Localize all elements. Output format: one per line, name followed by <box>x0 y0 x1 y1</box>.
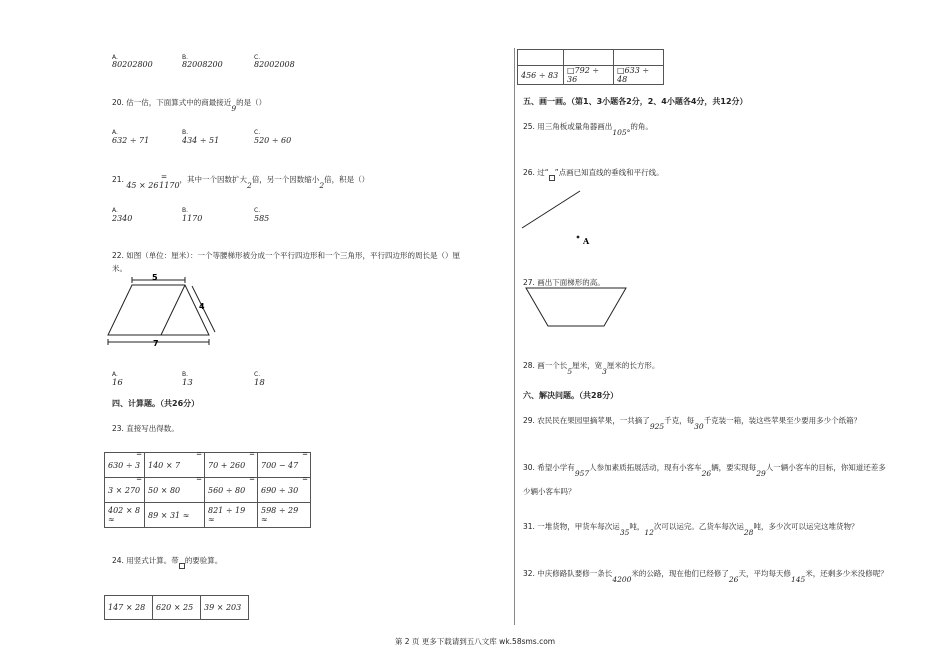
q23-cell <box>145 450 205 478</box>
cell-eq: = <box>249 450 255 458</box>
q30-t1: 30. 希望小学有 <box>523 463 575 472</box>
option-letter: A. <box>112 207 118 214</box>
q26-text <box>523 167 664 178</box>
q20-option-b <box>182 127 219 145</box>
page-footer: 第 2 页 更多下载请到五八文库 wk.58sms.com <box>394 637 556 646</box>
q21-text1: ，其中一个因数扩大 <box>179 175 248 184</box>
cell-expr: 3 × 270 <box>108 485 141 495</box>
q23-cell <box>205 475 258 503</box>
q26-text-after: ”点画已知直线的垂线和平行线。 <box>554 168 664 177</box>
q30-t4: 人一辆小客车的目标，你知道还差多 <box>765 463 886 472</box>
section4-title: 四、计算题。（共26分） <box>112 399 200 408</box>
cell-eq: = <box>249 475 255 483</box>
q29-n1: 925 <box>649 422 665 431</box>
option-value: 434 ÷ 51 <box>182 136 220 145</box>
option-letter: A. <box>112 371 118 378</box>
q22-option-b <box>182 369 193 388</box>
q28-n1: 5 <box>567 367 573 376</box>
trapezoid-figure <box>105 272 217 352</box>
q28-t3: 厘米的长方形。 <box>606 361 660 370</box>
q20-option-c <box>254 127 291 145</box>
option-value: 632 ÷ 71 <box>112 136 150 145</box>
q31-t3: 次可以运完。乙货车每次运 <box>653 522 744 531</box>
label-top: 5 <box>152 273 158 282</box>
q22-option-a <box>112 369 123 388</box>
q30-t3: 辆，要实现每 <box>711 463 757 472</box>
cell-expr: 700 − 47 <box>261 460 299 470</box>
cell-expr: 89 × 31 ≈ <box>148 510 190 520</box>
option-letter: B. <box>182 371 189 378</box>
cell-expr: 560 ÷ 80 <box>208 485 246 495</box>
cell-eq: = <box>302 475 308 483</box>
cell-eq: = <box>136 450 142 458</box>
cell-eq: = <box>136 475 142 483</box>
q29-text <box>523 415 862 431</box>
q31-t4: 吨，多少次可以运完这堆货物？ <box>753 522 859 531</box>
q20-text-after: 的是（） <box>236 98 267 107</box>
q21-n1: 2 <box>247 181 252 190</box>
cell-expr: 50 × 80 <box>148 485 181 495</box>
q23-cell <box>258 475 311 503</box>
q21-label: 21. <box>112 175 124 184</box>
q29-t3: 千克装一箱，装这些苹果至少要用多少个纸箱？ <box>703 416 862 425</box>
q21-option-c <box>254 205 269 223</box>
q24-cell: 620 × 25 <box>153 596 201 620</box>
q30-n3: 29 <box>756 469 766 478</box>
option-value: 13 <box>182 378 193 388</box>
q21-text <box>112 172 370 190</box>
option-value: 82002008 <box>254 60 295 69</box>
q24-table <box>104 595 249 620</box>
top-table-cell: □633 ÷ 48 <box>614 66 664 85</box>
q23-cell <box>105 503 145 528</box>
q23-cell <box>258 503 311 528</box>
q31-text <box>523 521 859 537</box>
label-bottom: 7 <box>153 339 159 348</box>
q19-option-c <box>254 52 295 69</box>
q29-n2: 30 <box>694 422 704 431</box>
q31-n1: 35 <box>619 528 630 537</box>
q30-n1: 957 <box>574 469 590 478</box>
q31-t1: 31. 一堆货物，甲货车每次运 <box>523 522 620 531</box>
q19-option-b <box>182 52 223 69</box>
option-letter: B. <box>182 129 189 136</box>
q24-text-before: 24. 用竖式计算。带 <box>112 556 179 565</box>
q21-result: 1170 <box>159 181 180 190</box>
option-value: 16 <box>112 378 123 388</box>
option-letter: C. <box>254 371 261 378</box>
top-table-cell: □792 ÷ 36 <box>564 66 614 85</box>
cell-expr: 598 ÷ 29 ≈ <box>261 506 299 524</box>
checkbox-icon <box>179 563 185 569</box>
q25-text-after: 的角。 <box>630 122 653 131</box>
given-line <box>522 191 580 228</box>
top-table-cell: 456 ÷ 83 <box>518 66 564 85</box>
q21-option-b <box>182 205 202 223</box>
trapezoid-shape <box>526 288 626 326</box>
cell-expr: 690 ÷ 30 <box>261 485 299 495</box>
q23-cell <box>145 503 205 528</box>
option-value: 585 <box>254 214 270 223</box>
q19-option-a <box>112 52 153 69</box>
point-a-label: A <box>583 236 590 246</box>
q23-text: 23. 直接写出得数。 <box>112 424 179 433</box>
cell-eq: = <box>196 450 202 458</box>
q24-cell: 147 × 28 <box>105 596 153 620</box>
q23-cell <box>205 503 258 528</box>
q31-n2: 12 <box>644 528 654 537</box>
q27-text: 27. 画出下面梯形的高。 <box>523 278 605 287</box>
column-divider <box>514 48 515 625</box>
q32-t4: 米，还剩多少米没修呢？ <box>805 569 888 578</box>
q32-n2: 26 <box>728 575 739 584</box>
q24-text-after: 的要验算。 <box>184 556 223 565</box>
q28-t2: 厘米，宽 <box>572 361 603 370</box>
cell-eq: = <box>196 475 202 483</box>
q21-text3: 倍，积是（） <box>324 175 370 184</box>
option-letter: A. <box>112 54 118 61</box>
q22-line1: 22. 如图（单位：厘米）：一个等腰梯形被分成一个平行四边形和一个三角形，平行四边形的周长是（）厘 <box>112 251 461 260</box>
q26-text-before: 26. 过“ <box>523 168 549 177</box>
q30-t2: 人参加素质拓展活动，现有小客车 <box>589 463 702 472</box>
q32-n1: 4200 <box>612 575 632 584</box>
option-letter: B. <box>182 207 189 214</box>
option-value: 18 <box>254 378 265 388</box>
top-table-empty-cell <box>614 50 664 66</box>
section6-title: 六、解决问题。（共28分） <box>523 391 619 400</box>
cell-expr: 70 + 260 <box>208 460 246 470</box>
option-value: 80202800 <box>112 60 153 69</box>
q29-t1: 29. 农民民在果园里摘苹果，一共摘了 <box>523 416 650 425</box>
q22-option-c <box>254 369 265 388</box>
option-value: 1170 <box>182 214 203 223</box>
cell-expr: 402 × 8 ≈ <box>108 506 141 524</box>
q22-line2: 米。 <box>112 264 127 273</box>
q31-n3: 28 <box>743 528 754 537</box>
q32-t1: 32. 中庆修路队要修一条长 <box>523 569 613 578</box>
q23-cell <box>145 475 205 503</box>
q32-t3: 天，平均每天修 <box>738 569 791 578</box>
q32-t2: 米的公路，现在他们已经修了 <box>631 569 729 578</box>
q21-text2: 倍，另一个因数缩小 <box>251 175 320 184</box>
q21-eq: = <box>160 172 168 181</box>
cell-expr: 140 × 7 <box>148 460 181 470</box>
q26-figure <box>520 186 620 250</box>
q23-cell <box>258 450 311 478</box>
q30-text <box>523 462 886 478</box>
option-letter: C. <box>254 129 261 136</box>
q28-t1: 28. 画一个长 <box>523 361 568 370</box>
q20-option-a <box>112 127 149 145</box>
option-letter: B. <box>182 54 189 61</box>
top-table <box>517 49 664 85</box>
q32-n3: 145 <box>790 575 806 584</box>
q25-num: 105° <box>612 128 631 137</box>
q30-line2: 少辆小客车吗？ <box>523 487 576 496</box>
q25-text-before: 25. 用三角板或量角器画出 <box>523 122 613 131</box>
q21-expr: 45 × 26 <box>126 181 159 190</box>
q23-cell <box>105 475 145 503</box>
top-table-empty-cell <box>518 50 564 66</box>
label-side: 4 <box>199 302 205 311</box>
option-value: 2340 <box>112 214 133 223</box>
q20-num: 9 <box>231 104 237 113</box>
q30-n2: 26 <box>701 469 712 478</box>
section5-title: 五、画一画。（第1、3小题各2分，2、4小题各4分，共12分） <box>523 97 748 106</box>
cell-eq: = <box>302 450 308 458</box>
option-letter: A. <box>112 129 118 136</box>
point-a-dot <box>577 236 580 239</box>
q28-text <box>523 360 660 376</box>
point-placeholder-icon <box>549 175 555 181</box>
option-letter: C. <box>254 54 261 61</box>
q20-text-before: 20. 估一估，下面算式中的商最接近 <box>112 98 232 107</box>
option-value: 520 ÷ 60 <box>254 136 292 145</box>
q24-text <box>112 555 222 566</box>
q28-n2: 3 <box>602 367 607 376</box>
q32-text <box>523 568 888 584</box>
q24-cell: 39 × 203 <box>201 596 249 620</box>
q29-t2: 千克，每 <box>664 416 695 425</box>
option-value: 82008200 <box>182 60 223 69</box>
top-table-empty-cell <box>564 50 614 66</box>
q21-n2: 2 <box>319 181 325 190</box>
q27-trapezoid <box>524 286 628 330</box>
cell-expr: 821 ÷ 19 ≈ <box>208 506 246 524</box>
option-letter: C. <box>254 207 261 214</box>
q23-cell <box>105 450 145 478</box>
q20-text <box>112 97 267 113</box>
q25-text <box>523 121 653 137</box>
trapezoid-shape <box>108 285 209 335</box>
q23-cell <box>205 450 258 478</box>
q31-t2: 吨， <box>629 522 645 531</box>
divider-line <box>161 285 185 335</box>
cell-expr: 630 ÷ 3 <box>108 460 141 470</box>
q23-table <box>104 452 311 528</box>
q21-option-a <box>112 205 132 223</box>
